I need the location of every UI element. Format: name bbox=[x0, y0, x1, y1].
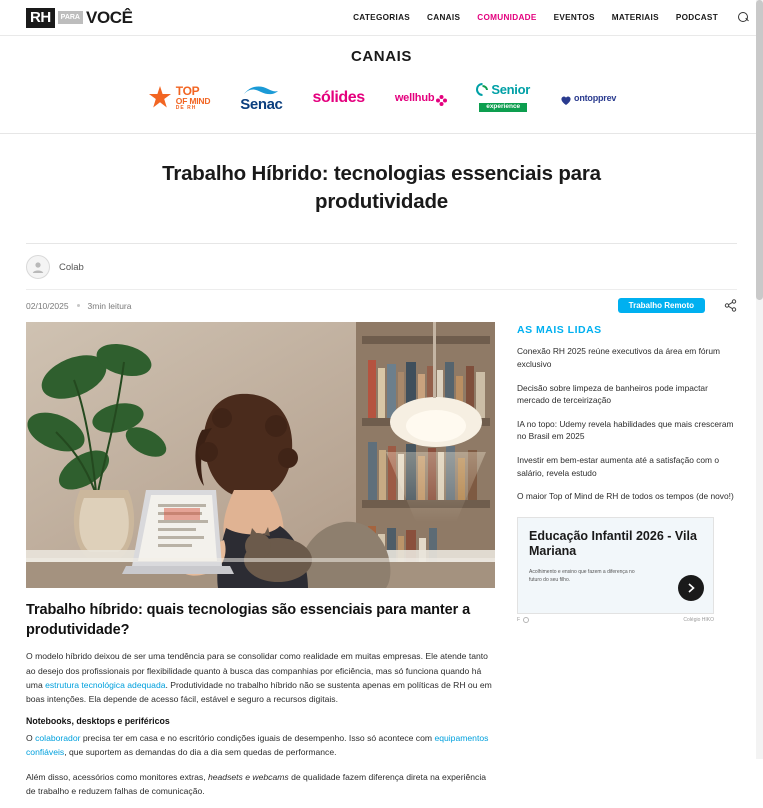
nav-item-categorias[interactable]: CATEGORIAS bbox=[353, 13, 411, 22]
ad-advertiser-name: Colégio HIKO bbox=[683, 616, 714, 623]
scrollbar-thumb[interactable] bbox=[756, 0, 763, 300]
hero-image bbox=[26, 322, 495, 588]
page-scrollbar[interactable] bbox=[756, 0, 763, 759]
brand-solides[interactable] bbox=[312, 77, 364, 119]
brand-solides-word: sólides bbox=[312, 89, 365, 106]
meta-separator-dot bbox=[77, 304, 80, 307]
canais-section bbox=[0, 36, 763, 134]
ad-subtitle: Acolhimento e ensino que fazem a diferença no futuro do seu filho. bbox=[529, 569, 635, 583]
paragraph-1-text-b: . Produtividade no trabalho híbrido não se sustenta apenas em políticas de RH ou em boas intenções. Ela depende de acesso fácil, estável e seguro a recursos digitais. bbox=[26, 679, 492, 704]
article-paragraph-3 bbox=[26, 770, 495, 798]
page-title: Trabalho Híbrido: tecnologias essenciais para produtividade bbox=[162, 162, 601, 213]
logo-rh-text: RH bbox=[26, 8, 55, 28]
brand-senac[interactable] bbox=[240, 77, 282, 119]
search-icon[interactable] bbox=[738, 12, 749, 23]
list-item[interactable]: Investir em bem-estar aumenta até a satisfação com o salário, revela estudo bbox=[517, 455, 720, 478]
brand-senior[interactable] bbox=[476, 77, 530, 119]
partner-logos bbox=[0, 77, 763, 119]
paragraph-1-text-a: O modelo híbrido deixou de ser uma tendência para se consolidar como realidade em muitas empresas. Ele atende tanto ao desejo dos profissionais por flexibilidade quanto à busca das companhias por eficiência, mas só funciona quando há uma bbox=[26, 651, 488, 690]
article-subtitle: Trabalho híbrido: quais tecnologias são essenciais para manter a produtividade? bbox=[26, 602, 471, 638]
brand-top-of-mind-line3: DE RH bbox=[175, 104, 197, 111]
brand-top-of-mind-line2: OF MIND bbox=[175, 96, 211, 107]
brand-senac-word: Senac bbox=[240, 95, 283, 113]
sidebar bbox=[517, 322, 737, 808]
article-paragraph-2 bbox=[26, 731, 495, 759]
paragraph-2-text-a: O bbox=[26, 733, 36, 744]
paragraph-2-text-b: precisa ter em casa e no escritório condições iguais de desempenho. Isso só acontece com bbox=[80, 733, 435, 744]
brand-ontopprev[interactable] bbox=[560, 77, 616, 119]
read-time: 3min leitura bbox=[87, 300, 132, 311]
nav-item-podcast[interactable]: PODCAST bbox=[675, 13, 718, 22]
paragraph-3-emphasis: headsets e webcams bbox=[207, 771, 289, 782]
brand-top-of-mind[interactable] bbox=[147, 77, 210, 119]
paragraph-2-text-c: , que suportem as demandas do dia a dia sem quedas de performance. bbox=[64, 747, 337, 758]
publish-date: 02/10/2025 bbox=[26, 300, 69, 311]
brand-top-of-mind-line1: TOP bbox=[175, 84, 200, 98]
canais-title: CANAIS bbox=[350, 48, 413, 65]
logo-para-text: PARA bbox=[58, 11, 83, 24]
byline bbox=[0, 244, 763, 289]
author-name[interactable]: Colab bbox=[59, 261, 84, 273]
brand-wellhub-word: wellhub bbox=[394, 92, 435, 104]
main-navigation bbox=[353, 12, 749, 23]
heart-icon bbox=[560, 93, 571, 103]
ad-footer bbox=[517, 617, 714, 623]
senior-mark-icon bbox=[476, 83, 489, 96]
article-section-heading: Notebooks, desktops e periféricos bbox=[26, 716, 170, 727]
article-meta bbox=[0, 290, 763, 322]
info-icon[interactable] bbox=[523, 617, 529, 623]
site-logo[interactable] bbox=[26, 8, 133, 28]
ad-footer-icons bbox=[517, 617, 529, 623]
link-equipamentos-confiaveis[interactable]: equipamentos confiáveis bbox=[26, 733, 489, 758]
list-item[interactable]: Decisão sobre limpeza de banheiros pode impactar mercado de terceirização bbox=[517, 382, 708, 406]
avatar bbox=[26, 255, 50, 279]
link-estrutura-tecnologica[interactable]: estrutura tecnológica adequada bbox=[45, 679, 166, 690]
site-header bbox=[0, 0, 763, 36]
link-colaborador[interactable]: colaborador bbox=[35, 733, 81, 744]
paragraph-3-text-a: Além disso, acessórios como monitores extras, bbox=[26, 771, 208, 782]
logo-voce-text: VOCÊ bbox=[86, 8, 133, 27]
list-item[interactable]: IA no topo: Udemy revela habilidades que mais cresceram no Brasil em 2025 bbox=[517, 418, 734, 442]
star-icon bbox=[147, 85, 173, 111]
headline-section bbox=[0, 134, 763, 231]
ad-footer-label: F bbox=[517, 616, 521, 623]
list-item[interactable]: O maior Top of Mind de RH de todos os tempos (de novo!) bbox=[517, 491, 734, 502]
sidebar-title: AS MAIS LIDAS bbox=[517, 324, 602, 337]
nav-item-eventos[interactable]: EVENTOS bbox=[553, 13, 595, 22]
senac-wave-icon bbox=[243, 84, 279, 96]
flower-icon bbox=[436, 93, 446, 103]
status-badge[interactable]: Trabalho Remoto bbox=[618, 298, 705, 313]
nav-item-canais[interactable]: CANAIS bbox=[427, 13, 461, 22]
user-avatar-icon bbox=[31, 260, 45, 274]
nav-item-materiais[interactable]: MATERIAIS bbox=[611, 13, 659, 22]
article-paragraph-1 bbox=[26, 649, 495, 706]
chevron-right-icon[interactable] bbox=[678, 575, 704, 601]
ad-title: Educação Infantil 2026 - Vila Mariana bbox=[529, 528, 697, 559]
paragraph-3-text-b: de qualidade fazem diferença direta na experiência de trabalho e reduzem falhas de comunicação. bbox=[26, 771, 487, 796]
brand-ontopprev-word: ontopprev bbox=[574, 93, 617, 103]
advertisement-banner[interactable] bbox=[517, 517, 714, 614]
content-columns bbox=[0, 322, 763, 808]
share-icon[interactable] bbox=[724, 299, 737, 312]
brand-wellhub[interactable] bbox=[395, 77, 447, 119]
list-item[interactable]: Conexão RH 2025 reúne executivos da área em fórum exclusivo bbox=[517, 346, 720, 369]
brand-senior-badge: experience bbox=[479, 103, 527, 112]
brand-senior-word: Senior bbox=[491, 81, 531, 97]
nav-item-comunidade[interactable]: COMUNIDADE bbox=[477, 13, 537, 22]
article-column bbox=[26, 322, 495, 808]
